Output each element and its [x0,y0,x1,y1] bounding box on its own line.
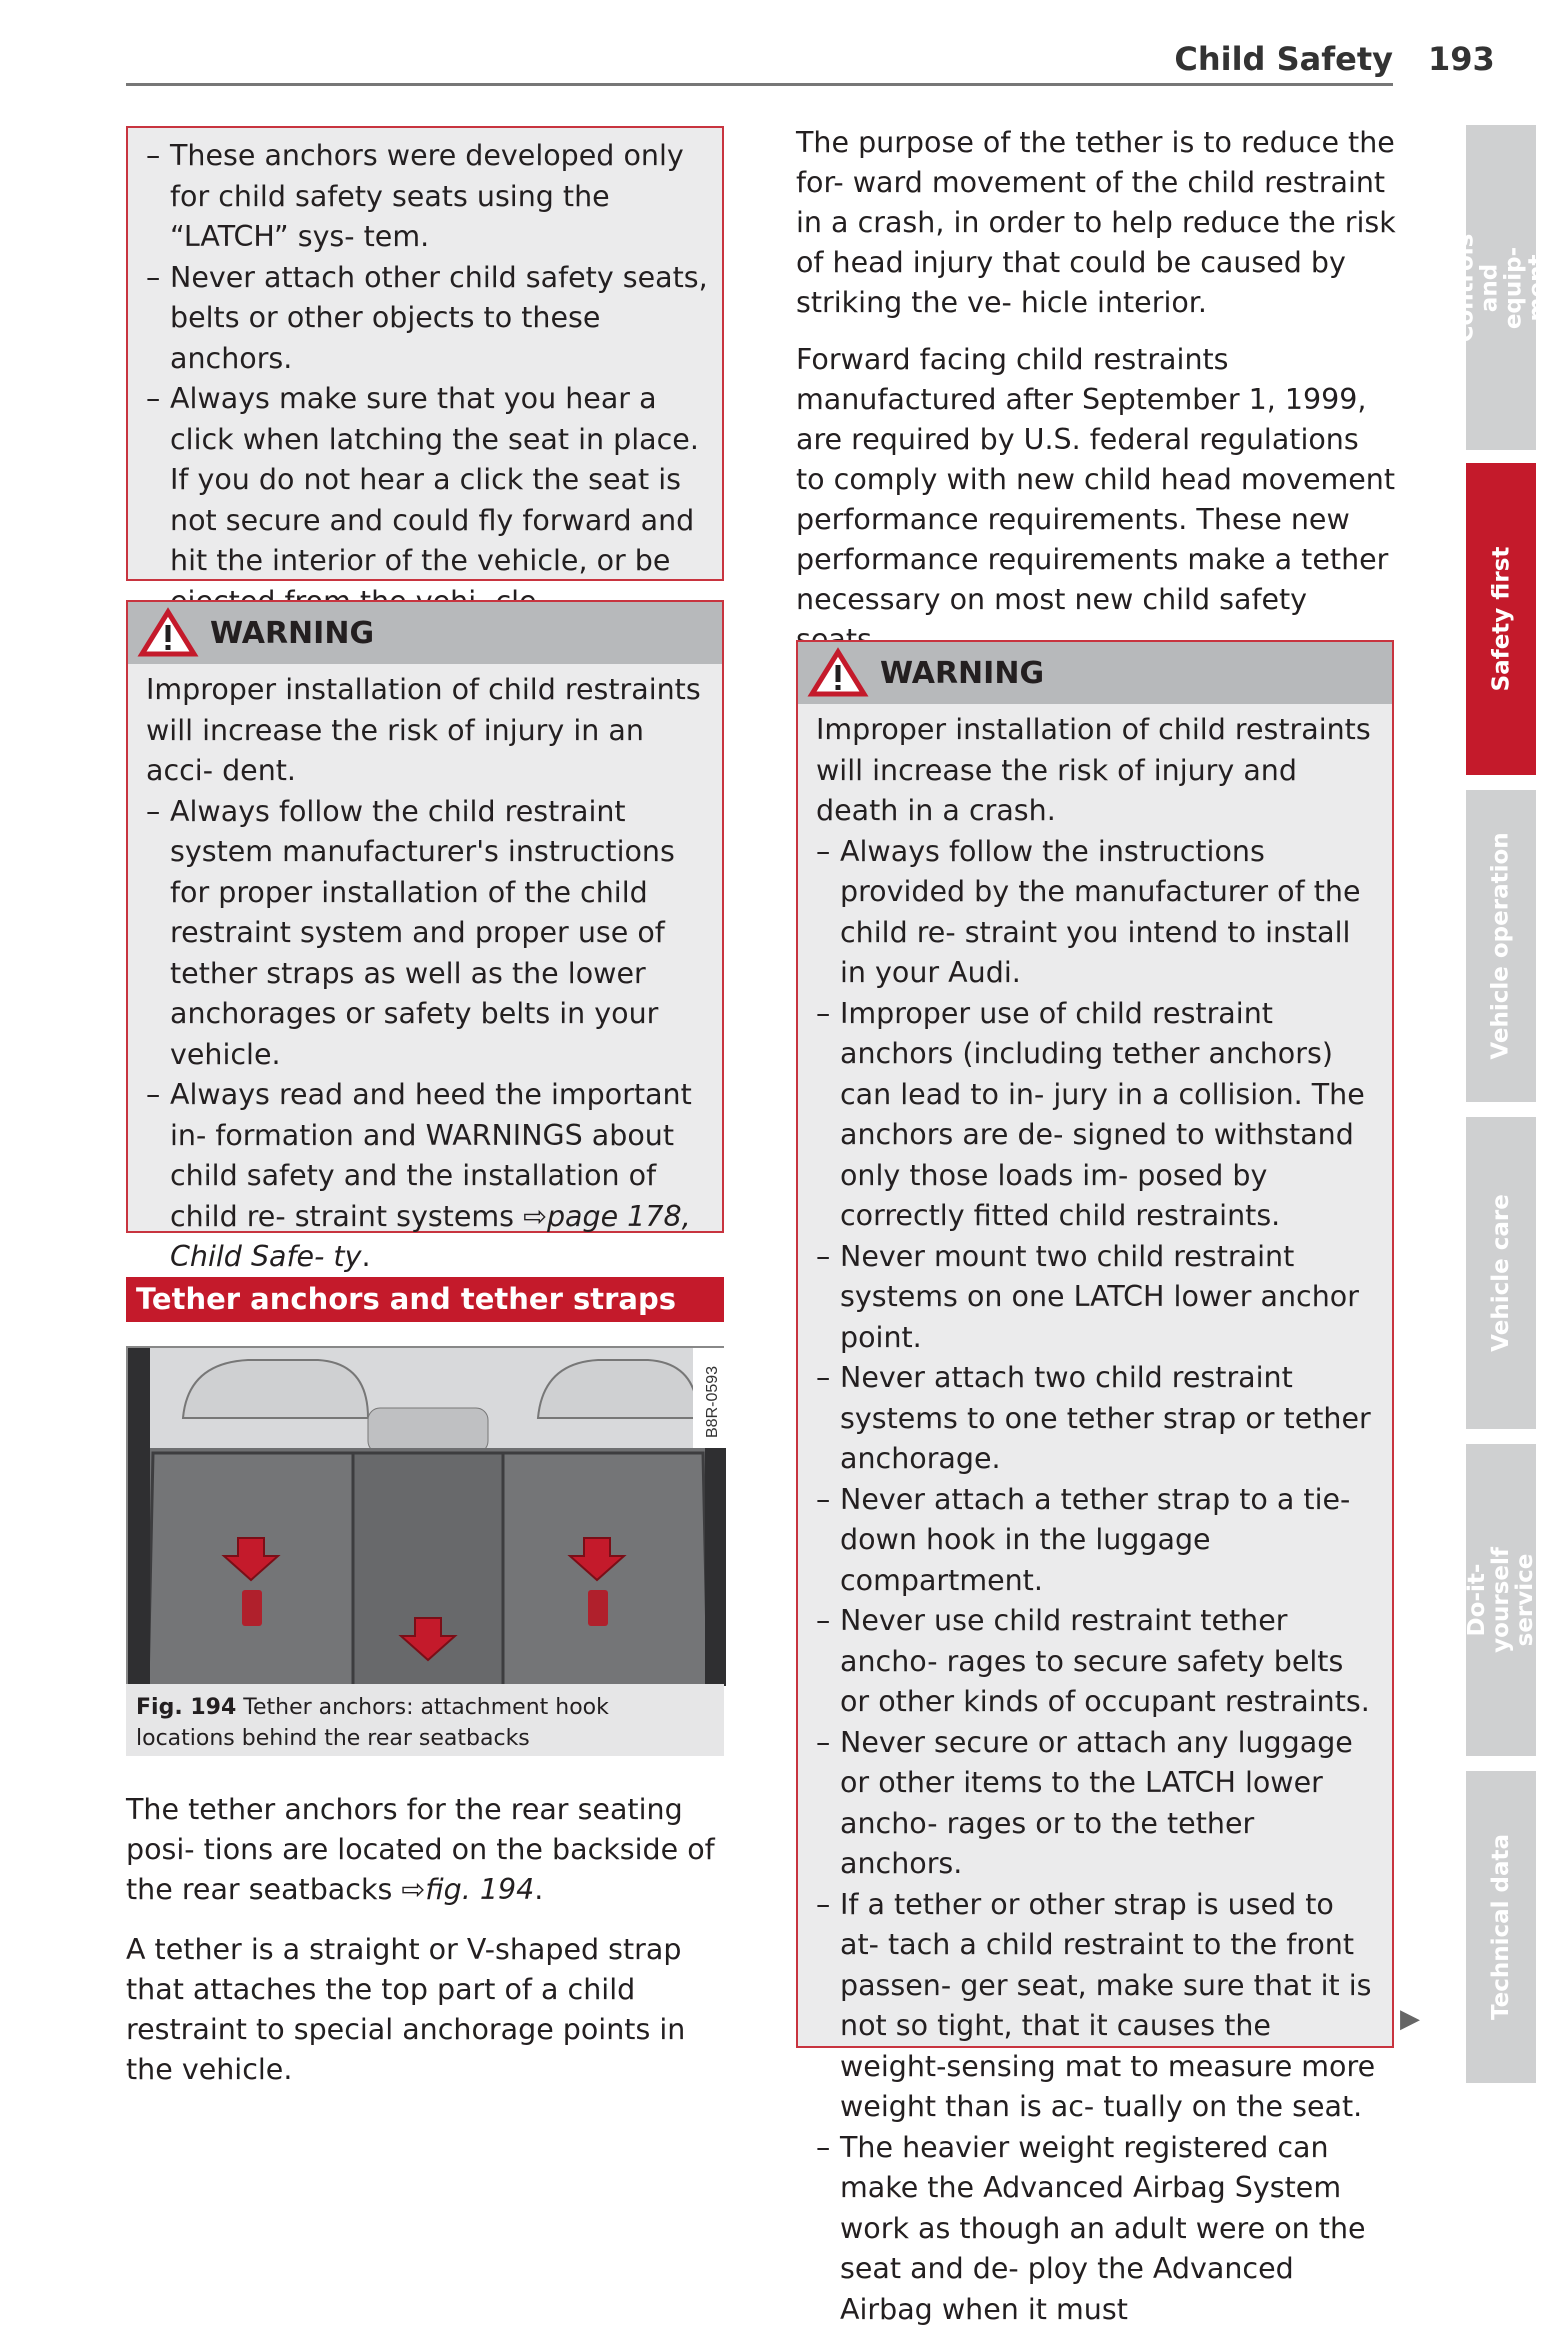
list-item-text: Always read and heed the important in- formation and WARNINGS about child safety and the installation of child re- straint systems [170,1078,692,1233]
tab-label: Vehicle operation [1489,832,1513,1059]
page-number: 193 [1428,40,1495,78]
list-item: – Never attach a tether strap to a tie-down hook in the luggage compartment. [816,1480,1380,1602]
list-item: – Never mount two child restraint systems on one LATCH lower anchor point. [816,1237,1380,1359]
paragraph: The purpose of the tether is to reduce the for- ward movement of the child restraint in a crash, in order to help reduce the risk of head injury that could be caused by striking the ve- hicle interior. [796,123,1396,323]
list-item: – Never secure or attach any luggage or other items to the LATCH lower ancho- rages or to the tether anchors. [816,1723,1380,1885]
paragraph [126,1790,724,1910]
warning-box-2 [796,640,1394,2048]
list-item: – If a tether or other strap is used to at- tach a child restraint to the front passen- ger seat, make sure that it is not so tight, that it causes the weight-sensing mat to measure more weight than is ac- tually on the seat. [816,1885,1380,2128]
list-item: – Improper use of child restraint anchors (including tether anchors) can lead to in- jury in a collision. The anchors are de- signed to withstand only those loads im- posed by correctly fitted child restraints. [816,994,1380,1237]
figure-reference-link[interactable]: ⇨fig. 194 [401,1873,534,1906]
tab-label: Technical data [1489,1834,1513,2020]
tab-technical-data[interactable] [1466,1771,1536,2083]
tab-label: Safety first [1489,547,1513,692]
list-item: – Never attach other child safety seats, belts or other objects to these anchors. [146,258,710,380]
warning-header [128,602,722,664]
warning-intro: Improper installation of child restraints will increase the risk of injury and death in a crash. [816,710,1380,832]
figure-caption [126,1684,724,1756]
headrest-center [368,1408,488,1453]
warning-title: WARNING [880,656,1044,691]
tab-label: Controls and equip- ment [1453,233,1549,342]
punctuation: . [361,1240,370,1273]
tab-label: Vehicle care [1489,1194,1513,1352]
list-item: – Always make sure that you hear a click when latching the seat in place. If you do not hear a click the seat is not secure and could fly forward and hit the interior of the vehicle, or be [146,379,710,622]
warning-header [798,642,1392,704]
warning-box-1 [126,600,724,1233]
tab-safety-first[interactable] [1466,463,1536,775]
list-item: – These anchors were developed only for child safety seats using the “LATCH” sys- tem. [146,136,710,258]
chapter-title: Child Safety [1174,40,1393,78]
list-item: – The heavier weight registered can make the Advanced Airbag System work as though an adult were on the seat and de- ploy the Advanced Airbag when it must [816,2128,1380,2330]
punctuation: . [534,1873,543,1906]
tab-vehicle-care[interactable] [1466,1117,1536,1429]
continue-arrow-icon: ▶ [1400,2004,1420,2034]
figure-label: Fig. 194 [136,1695,236,1720]
warning-title: WARNING [210,616,374,651]
list-item: – Never use child restraint tether ancho- rages to secure safety belts or other kinds of occupant restraints. [816,1601,1380,1723]
tab-label: Do-it-yourself service [1465,1547,1537,1653]
list-item: – Always follow the instructions provided by the manufacturer of the child re- straint you intend to install in your Audi. [816,832,1380,994]
paragraph: Forward facing child restraints manufactured after September 1, 1999, are required by U.S. federal regulations to comply with new child head movement performance requirements. These new performance requirements make a tether necessary on most new child safety [796,340,1396,660]
tab-controls[interactable] [1466,125,1536,450]
section-heading: Tether anchors and tether straps [126,1277,724,1322]
warning-intro: Improper installation of child restraints will increase the risk of injury in an acci- dent. [146,670,710,792]
list-item [146,1075,710,1278]
paragraph: A tether is a straight or V-shaped strap that attaches the top part of a child restraint to special anchorage points in the vehicle. [126,1930,724,2090]
list-item: – Never attach two child restraint systems to one tether strap or tether anchorage. [816,1358,1380,1480]
page-reference-link[interactable]: ⇨page 178, Child Safe- ty [170,1200,691,1274]
tab-do-it-yourself[interactable] [1466,1444,1536,1756]
caption-text: Tether anchors: attachment hook locations behind the rear seatbacks [136,1695,609,1751]
figure-rear-seatbacks [126,1346,724,1684]
warning-triangle-icon [140,609,196,657]
latch-note-box [126,126,724,581]
page-header [126,40,1393,86]
list-item: – Always follow the child restraint system manufacturer's instructions for proper installation of the child restraint system and proper use of tether straps as well as the lower anchorages or safety belts in your vehicle. [146,792,710,1076]
figure-code: B8R-0593 [704,1366,721,1438]
seatback-illustration [128,1348,726,1686]
tab-vehicle-operation[interactable] [1466,790,1536,1102]
headrest-left [183,1360,368,1418]
warning-triangle-icon [810,649,866,697]
paragraph-text: The tether anchors for the rear seating posi- tions are located on the backside of the rear seatbacks [126,1793,715,1906]
